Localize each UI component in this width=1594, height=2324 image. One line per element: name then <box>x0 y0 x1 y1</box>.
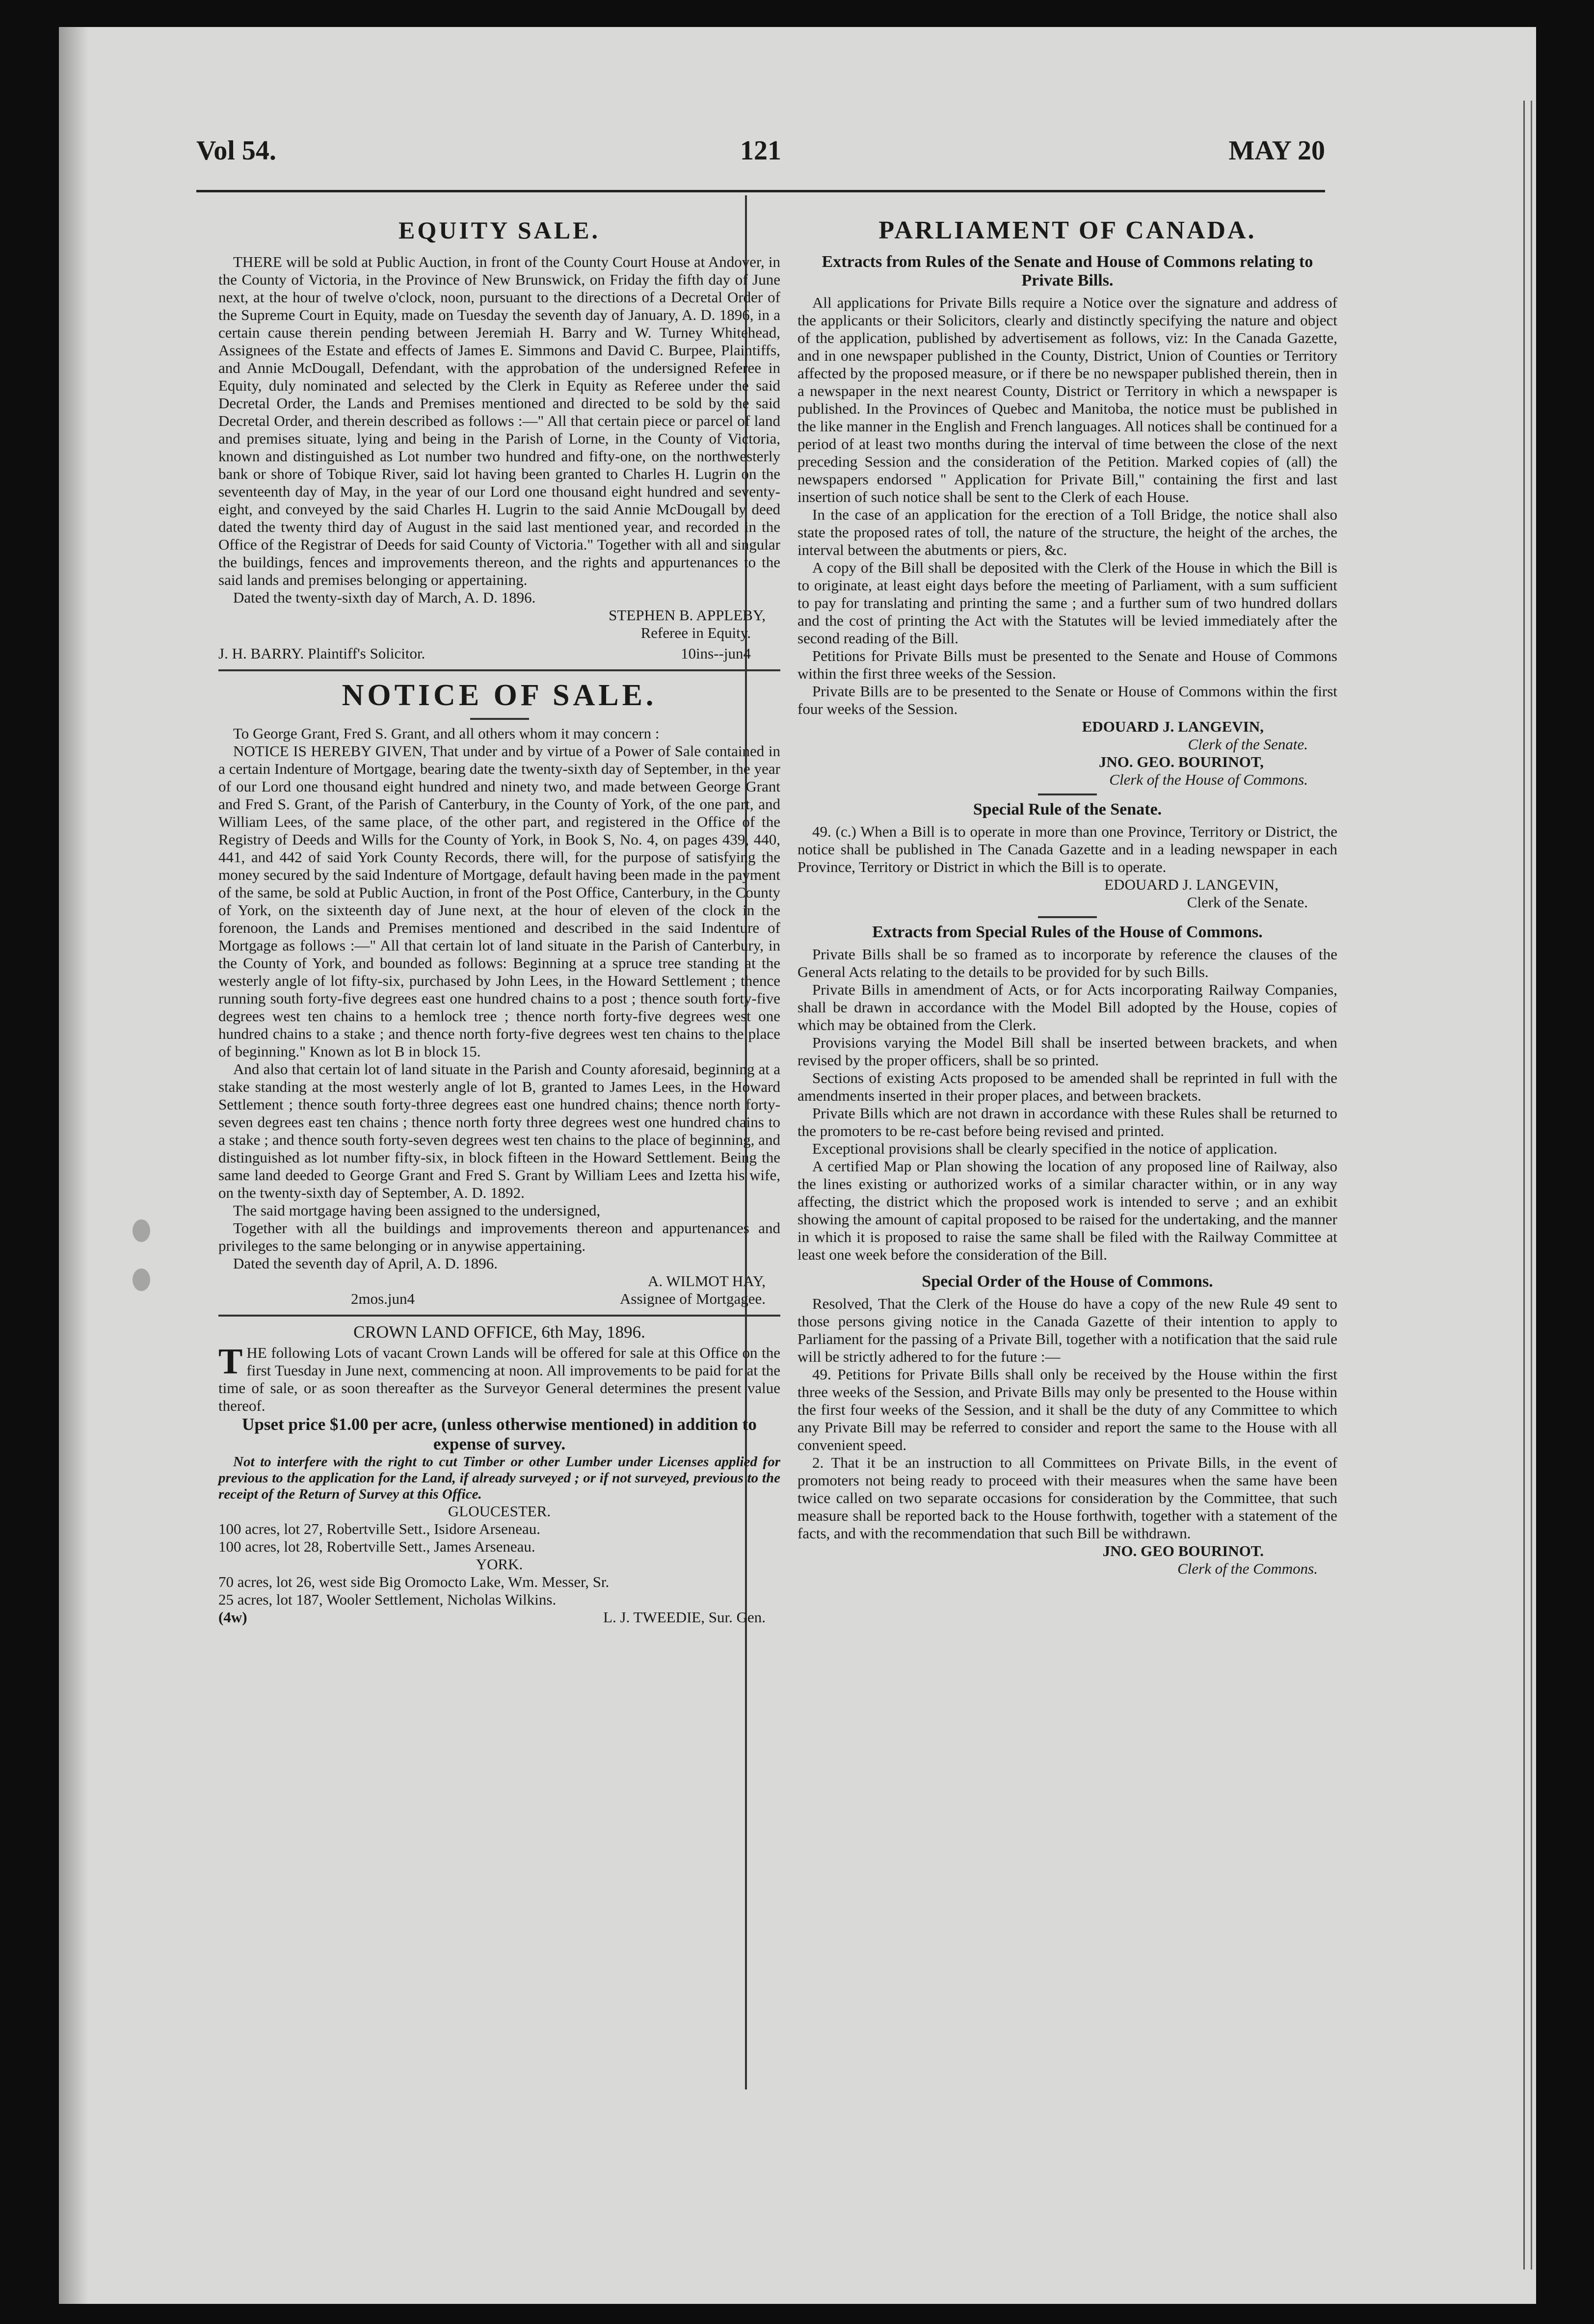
binding-hole <box>133 1268 150 1291</box>
notice-dated: Dated the seventh day of April, A. D. 1896. <box>233 1255 498 1272</box>
commons-clerk-signer: JNO. GEO BOURINOT. <box>1102 1542 1264 1559</box>
senate-clerk-signer: EDOUARD J. LANGEVIN, <box>1082 718 1264 735</box>
binding-hole <box>133 1219 150 1242</box>
notice-of-sale <box>218 678 780 1317</box>
crown-land-body: HE following Lots of vacant Crown Lands will be offered for sale at this Office on the first Tuesday in June next, commencing at noon. All improvements to be paid for at the time of sale, or as soon thereafter as the Surveyor General determines the present value thereof. <box>218 1344 780 1414</box>
parliament-para: All applications for Private Bills require a Notice over the signature and address of the applicants or their Solicitors, clearly and distinctly specifying the nature and object of the application, published by advertisement as follows, viz: In the Canada Gazette, and in one newspaper published in the County, District, Union of Counties or Territory affected by the proposed measure, or if there be no newspaper published therein, then in a newspaper in the next nearest County, District or Territory in which a newspaper is published. In the Provinces of Quebec and Manitoba, the notice must be published in the like manner in the English and French languages. All notices shall be continued for a period of at least two months during the interval of time between the close of the next preceding Session and the consideration of the Petition. Marked copies of (all) the newspapers endorsed " Application for Private Bill," containing the first and last insertion of such notice shall be sent to the Clerk of each House. <box>797 294 1337 505</box>
parliament-para: Resolved, That the Clerk of the House do have a copy of the new Rule 49 sent to those persons giving notice in the Canada Gazette of their intention to apply to Parliament for the passing of a Private Bill, together with a notification that the said rule will be strictly adhered to for the future :— <box>797 1295 1337 1365</box>
section-rule <box>1038 916 1097 918</box>
binding-edge <box>1523 101 1532 2270</box>
commons-rules-heading: Extracts from Special Rules of the House of Commons. <box>872 923 1263 941</box>
equity-sale-insertion: 10ins--jun4 <box>681 645 751 662</box>
notice-addressee: To George Grant, Fred S. Grant, and all others whom it may concern : <box>233 725 660 742</box>
parliament-para: Sections of existing Acts proposed to be amended shall be reprinted in full with the amendments inserted in their proper places, and between brackets. <box>797 1069 1337 1104</box>
lot-entry: 100 acres, lot 27, Robertville Sett., Isidore Arseneau. <box>218 1520 541 1537</box>
section-rule <box>218 669 780 671</box>
equity-sale-body: THERE will be sold at Public Auction, in front of the County Court House at Andover, in the County of Victoria, in the Province of New Brunswick, on Friday the fifth day of June next, at the hour of twelve o'clock, noon, pursuant to the directions of a Decretal Order of the Supreme Court in Equity, made on Tuesday the seventh day of January, A. D. 1896, in a certain cause therein pending between Jeremiah H. Barry and W. Turney Whitehead, Assignees of the Estate and effects of James E. Simmons and David C. Burpee, Plaintiffs, and Annie McDougall, Defendant, with the approbation of the undersigned Referee in Equity, duly nominated and selected by the Clerk in Equity as Referee under the said Decretal Order, the Lands and Premises mentioned and directed to be sold by the said Decretal Order, and therein described as follows :—" All that certain piece or parcel of land and premises situate, lying and being in the Parish of Lorne, in the County of Victoria, known and distinguished as Lot number two hundred and fifty-one, on the northwesterly bank or shore of Tobique River, said lot having been granted to Charles H. Lugrin on the seventeenth day of May, in the year of our Lord one thousand eight hundred and seventy-eight, and conveyed by the said Charles H. Lugrin to the said Annie McDougall by deed dated the twenty third day of August in the said last mentioned year, and recorded in the Office of the Registrar of Deeds for said County of Victoria." Together with all and singular the buildings, fences and improvements thereon, and the rights and appurtenances to the said lands and premises belonging or appertaining. <box>218 253 780 588</box>
parliament-para: Private Bills which are not drawn in accordance with these Rules shall be returned to the promoters to be re-cast before being revised and printed. <box>797 1105 1337 1139</box>
header-rule <box>196 190 1325 192</box>
parliament-para: Private Bills in amendment of Acts, or for Acts incorporating Railway Companies, shall be drawn in accordance with the Model Bill adopted by the House, copies of which may be obtained from the Clerk. <box>797 981 1337 1033</box>
notice-para-1: NOTICE IS HEREBY GIVEN, That under and by virtue of a Power of Sale contained in a certain Indenture of Mortgage, bearing date the twenty-sixth day of September, in the year of our Lord one thousand eight hundred and ninety two, and made between George Grant and Fred S. Grant, of the Parish of Canterbury, in the County of York, of the one part, and William Lees, of the same place, of the other part, and registered in the Office of the Registry of Deeds and Wills for the County of York, in Book S, No. 4, on pages 439, 440, 441, and 442 of said York County Records, there will, for the purpose of satisfying the money secured by the said Indenture of Mortgage, default having been made in the payment of the same, be sold at Public Auction, in front of the Post Office, Canterbury, in the County of York, on the sixteenth day of June next, at the hour of eleven of the clock in the forenoon, the Lands and Premises mentioned and described in the said Indenture of Mortgage as follows :—" All that certain lot of land situate in the Parish of Canterbury, in the County of York, and bounded as follows: Beginning at a spruce tree standing at the westerly angle of lot fifty-six, purchased by John Lees, in the Howard Settlement ; thence running south forty-five degrees east one hundred chains to a post ; thence south forty-five degrees west ten chains to a hemlock tree ; thence north forty-five degrees west one hundred chains to a stake ; and thence north forty-five degrees west ten chains to the place of beginning." Known as lot B in block 15. <box>218 742 780 1060</box>
parliament-para: Provisions varying the Model Bill shall be inserted between brackets, and when revised by the proper officers, shall be so printed. <box>797 1034 1337 1069</box>
equity-sale-signer-title: Referee in Equity. <box>640 624 751 641</box>
volume-label: Vol 54. <box>196 135 276 166</box>
page-number: 121 <box>740 135 781 166</box>
lot-entry: 70 acres, lot 26, west side Big Oromocto Lake, Wm. Messer, Sr. <box>218 1573 610 1590</box>
crown-land-heading: CROWN LAND OFFICE, 6th May, 1896. <box>353 1322 645 1342</box>
parliament-para: Private Bills are to be presented to the Senate or House of Commons within the first four weeks of the Session. <box>797 683 1337 717</box>
senate-clerk-signer: EDOUARD J. LANGEVIN, <box>1104 876 1278 893</box>
parliament-para: 49. (c.) When a Bill is to operate in more than one Province, Territory or District, the notice shall be published in The Canada Gazette and in a leading newspaper in each Province, Territory or District in which the Bill is to operate. <box>797 823 1337 875</box>
commons-clerk-signer: JNO. GEO. BOURINOT, <box>1098 753 1264 770</box>
issue-date: MAY 20 <box>1228 135 1325 166</box>
notice-para-4: Together with all the buildings and improvements thereon and appurtenances and privileges to the same belonging or in anywise appertaining. <box>218 1219 780 1254</box>
equity-sale-signer: STEPHEN B. APPLEBY, <box>609 607 766 624</box>
lot-entry: 25 acres, lot 187, Wooler Settlement, Nicholas Wilkins. <box>218 1591 557 1608</box>
notice-para-2: And also that certain lot of land situate in the Parish and County aforesaid, beginning at a stake standing at the most westerly angle of lot B, granted to James Lees, in the Howard Settlement ; thence south forty-three degrees east one hundred chains; thence north forty-seven degrees east ten chains ; thence north forty three degrees west one hundred chains to a stake ; and thence south forty-seven degrees west ten chains to the place of beginning, and distinguished as lot number fifty-six, in block fifteen in the Howard Settlement. Being the same land deeded to George Grant and Fred S. Grant by William Lees and Izetta his wife, on the twenty-sixth day of September, A. D. 1892. <box>218 1060 780 1201</box>
parliament-title: PARLIAMENT OF CANADA. <box>878 216 1256 244</box>
section-rule <box>1038 793 1097 795</box>
parliament-subheading: Extracts from Rules of the Senate and House of Commons relating to Private Bills. <box>822 253 1313 290</box>
crown-land-insertion: (4w) <box>218 1609 247 1626</box>
upset-price: Upset price $1.00 per acre, (unless otherwise mentioned) in addition to expense of survey. <box>242 1415 757 1453</box>
title-underline <box>470 718 529 720</box>
senate-clerk-title: Clerk of the Senate. <box>1188 736 1308 753</box>
page-header <box>196 135 1325 189</box>
parliament-para: Petitions for Private Bills must be presented to the Senate and House of Commons within the first three weeks of the Session. <box>797 647 1337 682</box>
section-rule <box>218 1315 780 1317</box>
county-gloucester: GLOUCESTER. <box>448 1503 551 1520</box>
parliament-para: 2. That it be an instruction to all Committees on Private Bills, in the event of promoters not being ready to proceed with their measures when the same have been twice called on two separate occasions for consideration by the Committee, that such measure shall be reported back to the House forthwith, together with a statement of the facts, and with the recommendation that such Bill be withdrawn. <box>797 1454 1337 1542</box>
left-column <box>218 196 780 1626</box>
drop-cap: T <box>218 1342 243 1382</box>
parliament-para: Exceptional provisions shall be clearly specified in the notice of application. <box>812 1140 1277 1157</box>
parliament-para: A certified Map or Plan showing the location of any proposed line of Railway, also the lines existing or authorized works of a similar character within, or in any way affecting, the district which the proposed work is intended to serve ; and an exhibit showing the amount of capital proposed to be raised for the undertaking, and the manner in which it is proposed to raise the same shall be filed with the Railway Committee at least one week before the consideration of the Bill. <box>797 1158 1337 1263</box>
parliament-para: In the case of an application for the erection of a Toll Bridge, the notice shall also state the proposed rates of toll, the nature of the structure, the height of the arches, the interval between the abutments or piers, &c. <box>797 506 1337 558</box>
equity-sale-notice <box>218 216 780 671</box>
notice-signer: A. WILMOT HAY, <box>648 1272 766 1290</box>
timber-note: Not to interfere with the right to cut Timber or other Lumber under Licenses applied for previous to the application for the Land, if already surveyed ; or if not surveyed, previous to the receipt of the Return of Survey at this Office. <box>218 1454 780 1502</box>
notice-para-3: The said mortgage having been assigned to the undersigned, <box>233 1202 601 1219</box>
parliament-para: 49. Petitions for Private Bills shall only be received by the House within the first three weeks of the Session, and Private Bills may only be presented to the House within the first four weeks of the Session, and it shall be the duty of any Committee to which any Private Bill may be referred to consider and report the same to the House with all convenient speed. <box>797 1366 1337 1453</box>
commons-clerk-title: Clerk of the House of Commons. <box>1109 771 1308 788</box>
senate-rule-heading: Special Rule of the Senate. <box>973 800 1162 819</box>
crown-land-signer: L. J. TWEEDIE, Sur. Gen. <box>603 1609 766 1626</box>
equity-sale-solicitor: J. H. BARRY. Plaintiff's Solicitor. <box>218 645 425 662</box>
notice-of-sale-title: NOTICE OF SALE. <box>342 679 657 712</box>
right-column <box>797 196 1337 1578</box>
county-york: YORK. <box>476 1556 523 1573</box>
notice-signer-title: Assignee of Mortgagee. <box>620 1290 766 1307</box>
parliament-para: A copy of the Bill shall be deposited with the Clerk of the House in which the Bill is to originate, at least eight days before the meeting of Parliament, with a sum sufficient to pay for translating and printing the same ; and a further sum of two hundred dollars and the cost of printing the Act with the Statutes will be levied immediately after the second reading of the Bill. <box>797 559 1337 647</box>
commons-clerk-title: Clerk of the Commons. <box>1177 1560 1318 1577</box>
crown-land-notice <box>218 1323 780 1626</box>
equity-sale-title: EQUITY SALE. <box>398 216 601 244</box>
senate-clerk-title: Clerk of the Senate. <box>1187 894 1308 911</box>
notice-insertion: 2mos.jun4 <box>351 1290 415 1307</box>
parliament-para: Private Bills shall be so framed as to incorporate by reference the clauses of the General Acts relating to the details to be provided for by such Bills. <box>797 946 1337 980</box>
parliament-notice <box>797 216 1337 1578</box>
commons-order-heading: Special Order of the House of Commons. <box>922 1272 1213 1291</box>
lot-entry: 100 acres, lot 28, Robertville Sett., James Arseneau. <box>218 1538 535 1555</box>
equity-sale-dated: Dated the twenty-sixth day of March, A. D. 1896. <box>233 589 536 606</box>
